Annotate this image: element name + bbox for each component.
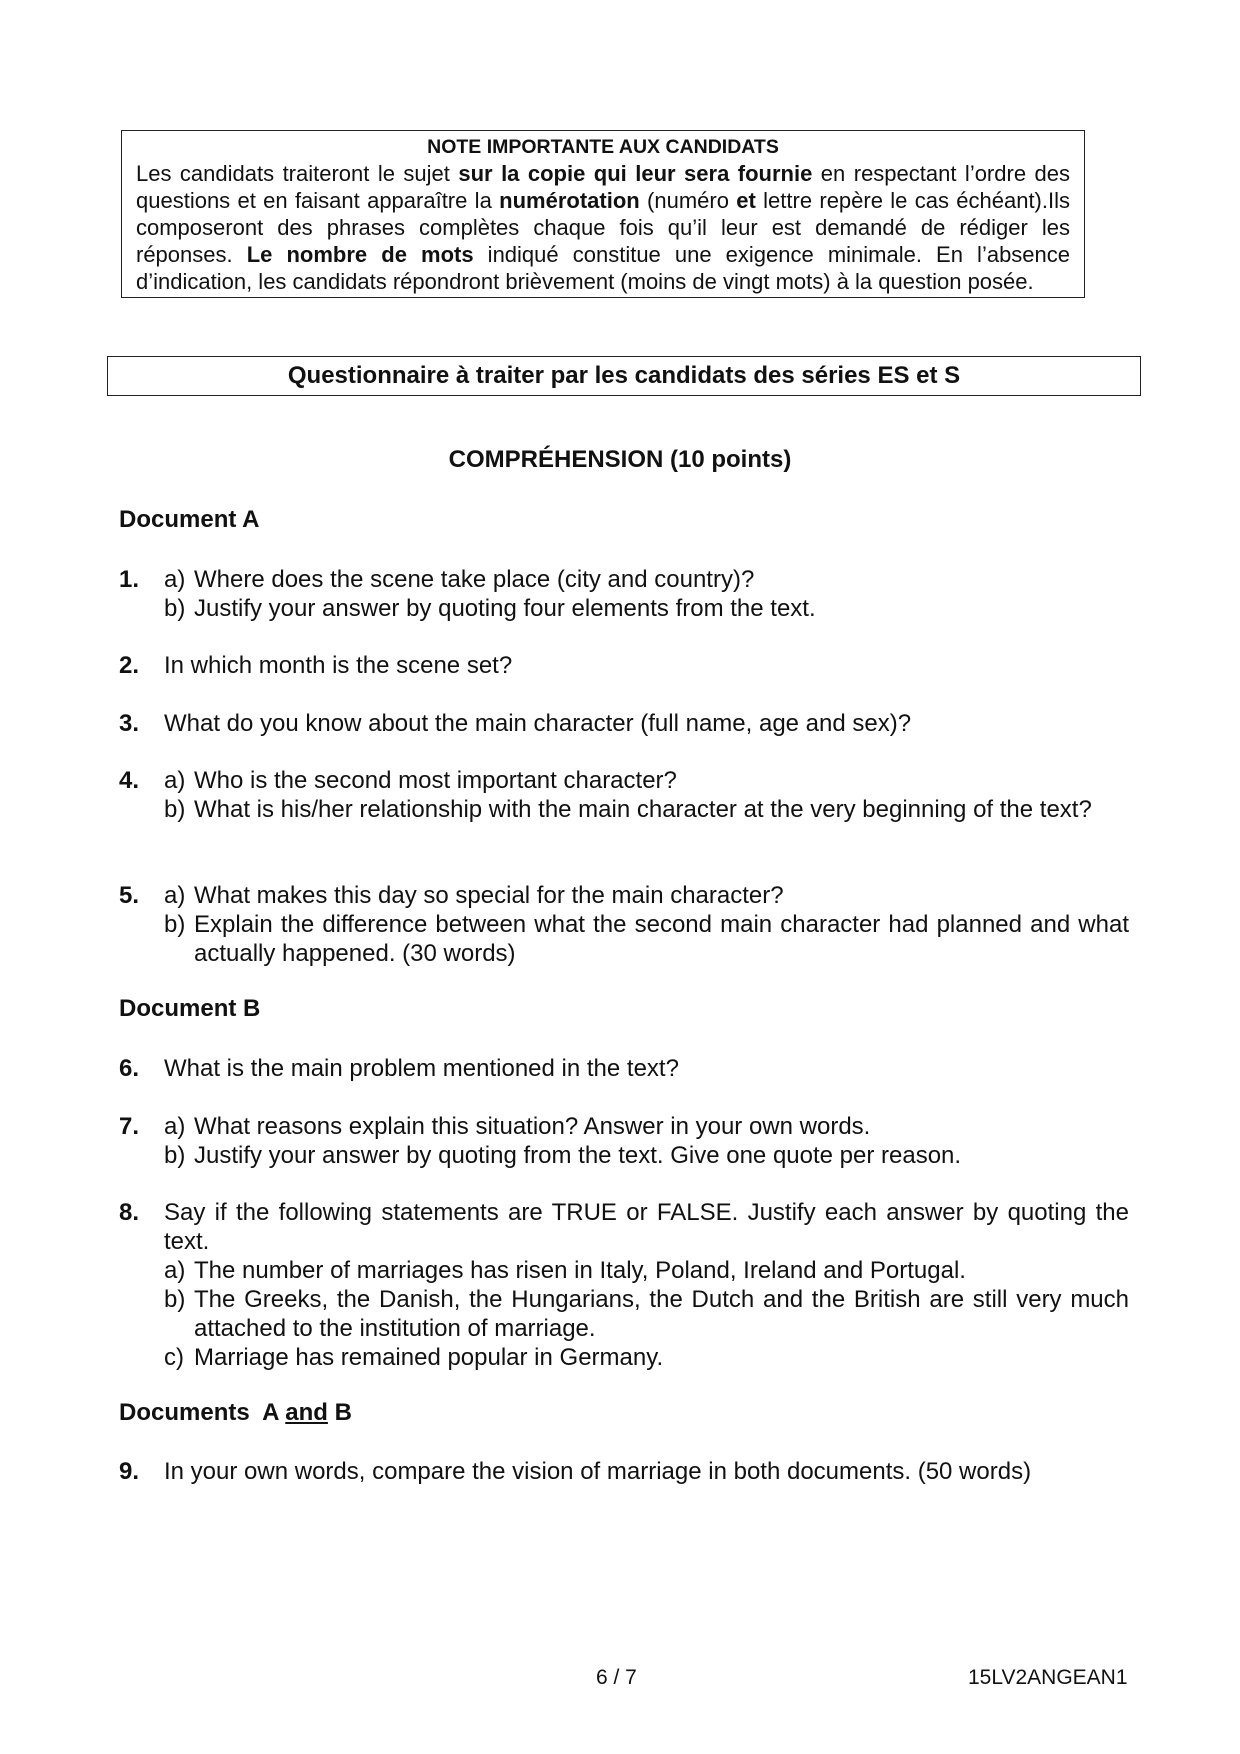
question-number: 6. <box>119 1055 140 1082</box>
note-body <box>136 160 1070 295</box>
note-bold: numérotation <box>499 188 640 213</box>
heading-part: Documents A <box>119 1399 286 1426</box>
note-text: lettre repère le cas échéant).Ils composeront des phrases complètes chaque fois qu’il leur est demandé de rédiger les réponses. <box>136 188 1071 267</box>
sub-label: a) <box>164 566 186 593</box>
sub-label: a) <box>164 1257 186 1284</box>
question-8a: The number of marriages has risen in Italy, Poland, Ireland and Portugal. <box>194 1257 966 1284</box>
question-1b: Justify your answer by quoting four elements from the text. <box>194 595 816 622</box>
sub-label: a) <box>164 1113 186 1140</box>
sub-label: b) <box>164 1286 186 1313</box>
note-bold: sur la copie qui leur sera fournie <box>458 161 813 186</box>
document-b-heading: Document B <box>119 995 261 1022</box>
question-7b: Justify your answer by quoting from the text. Give one quote per reason. <box>194 1142 962 1169</box>
question-number: 7. <box>119 1113 140 1140</box>
question-2-text: In which month is the scene set? <box>164 652 513 679</box>
note-text: indiqué constitue une exigence minimale. En l’absence d’indication, les candidats répondront brièvement (moins de vingt mots) à la question posée. <box>136 242 1071 294</box>
sub-label: a) <box>164 767 186 794</box>
note-text: (numéro <box>639 188 737 213</box>
question-1 <box>119 565 1129 623</box>
question-number: 5. <box>119 882 140 909</box>
question-3 <box>119 709 1129 738</box>
question-number: 9. <box>119 1458 140 1485</box>
question-number: 8. <box>119 1199 140 1226</box>
heading-part: B <box>327 1399 352 1426</box>
page-number: 6 / 7 <box>596 1666 637 1689</box>
question-4 <box>119 766 1129 824</box>
note-bold: Le nombre de mots <box>246 242 474 267</box>
sub-label: b) <box>164 595 186 622</box>
question-7a: What reasons explain this situation? Answer in your own words. <box>194 1113 871 1140</box>
note-text: en respectant l’ordre des questions et en faisant apparaître la <box>136 161 1070 213</box>
section-title: COMPRÉHENSION (10 points) <box>448 446 792 473</box>
sub-label: b) <box>164 1142 186 1169</box>
question-number: 3. <box>119 710 140 737</box>
sub-label: a) <box>164 882 186 909</box>
note-title: NOTE IMPORTANTE AUX CANDIDATS <box>427 136 779 158</box>
question-number: 4. <box>119 767 140 794</box>
sub-label: b) <box>164 911 186 938</box>
question-9 <box>119 1457 1129 1486</box>
question-9-text: In your own words, compare the vision of marriage in both documents. (50 words) <box>164 1458 1032 1485</box>
sub-label: c) <box>164 1344 184 1371</box>
series-title-box: Questionnaire à traiter par les candidats des séries ES et S <box>107 356 1141 396</box>
question-6-text: What is the main problem mentioned in the text? <box>164 1055 679 1082</box>
question-4a: Who is the second most important character? <box>194 767 677 794</box>
question-6 <box>119 1054 1129 1083</box>
question-4b: What is his/her relationship with the main character at the very beginning of the text? <box>194 796 1092 823</box>
document-a-heading: Document A <box>119 506 260 533</box>
question-5a: What makes this day so special for the main character? <box>194 882 784 909</box>
question-8b: The Greeks, the Danish, the Hungarians, the Dutch and the British are still very much attached to the institution of marriage. <box>194 1286 1129 1342</box>
question-number: 2. <box>119 652 140 679</box>
question-1a: Where does the scene take place (city and country)? <box>194 566 755 593</box>
question-2 <box>119 651 1129 680</box>
question-8 <box>119 1198 1129 1372</box>
document-code: 15LV2ANGEAN1 <box>968 1666 1128 1689</box>
sub-label: b) <box>164 796 186 823</box>
question-number: 1. <box>119 566 140 593</box>
note-text: Les candidats traiteront le sujet <box>136 161 459 186</box>
question-3-text: What do you know about the main character (full name, age and sex)? <box>164 710 912 737</box>
heading-and: and <box>285 1399 328 1426</box>
question-5 <box>119 881 1129 968</box>
question-7 <box>119 1112 1129 1170</box>
question-8-text: Say if the following statements are TRUE or FALSE. Justify each answer by quoting the text. <box>164 1199 1129 1255</box>
documents-a-and-b-heading <box>119 1399 352 1427</box>
question-5b: Explain the difference between what the second main character had planned and what actually happened. (30 words) <box>194 911 1129 967</box>
note-bold: et <box>736 188 756 213</box>
important-note-box <box>121 130 1085 298</box>
question-8c: Marriage has remained popular in Germany. <box>194 1344 664 1371</box>
